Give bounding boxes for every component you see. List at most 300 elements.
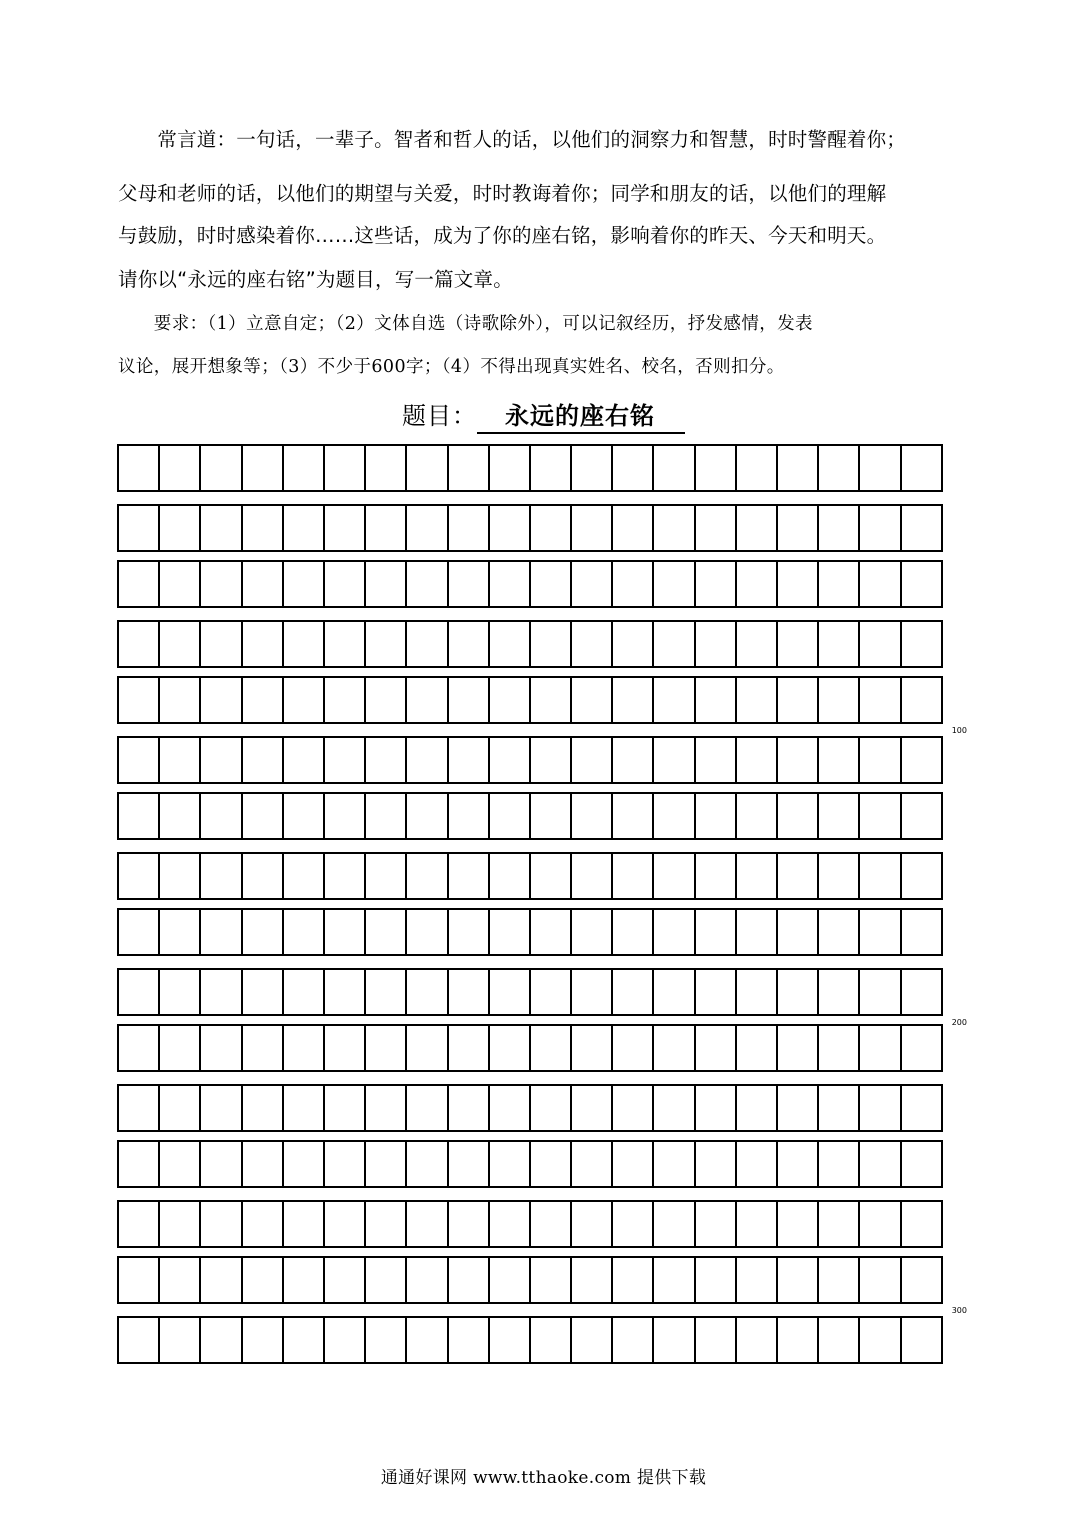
grid-cell — [405, 1084, 448, 1132]
grid-row — [117, 676, 981, 724]
grid-row — [117, 736, 981, 784]
grid-cell — [900, 620, 943, 668]
grid-cell — [488, 560, 531, 608]
grid-cell — [405, 908, 448, 956]
grid-cell — [776, 444, 819, 492]
grid-cell — [529, 560, 572, 608]
grid-cell — [323, 504, 366, 552]
grid-cell — [199, 1024, 242, 1072]
grid-cell — [488, 1316, 531, 1364]
grid-cell — [694, 1140, 737, 1188]
grid-cell — [776, 852, 819, 900]
grid-cell — [652, 676, 695, 724]
grid-cell — [529, 444, 572, 492]
grid-cell — [364, 908, 407, 956]
grid-cell — [117, 560, 160, 608]
grid-cell — [447, 560, 490, 608]
grid-cell — [817, 792, 860, 840]
grid-cell — [529, 1200, 572, 1248]
grid-cell — [199, 1200, 242, 1248]
grid-cell — [488, 792, 531, 840]
grid-cell — [900, 1084, 943, 1132]
grid-cell — [241, 560, 284, 608]
grid-row — [117, 1316, 981, 1364]
grid-cell — [817, 1316, 860, 1364]
grid-cell — [488, 1084, 531, 1132]
grid-cell — [405, 1024, 448, 1072]
grid-cell — [364, 1316, 407, 1364]
grid-cell — [735, 504, 778, 552]
grid-cell — [241, 504, 284, 552]
grid-cell — [529, 1256, 572, 1304]
grid-cell — [405, 852, 448, 900]
grid-cell — [405, 1140, 448, 1188]
grid-cell — [323, 908, 366, 956]
grid-cell — [323, 1024, 366, 1072]
grid-cell — [858, 1084, 901, 1132]
grid-cell — [241, 1084, 284, 1132]
title-value: 永远的座右铭 — [477, 401, 685, 434]
grid-cell — [570, 792, 613, 840]
grid-cell — [241, 792, 284, 840]
grid-cell — [529, 736, 572, 784]
grid-cell — [323, 620, 366, 668]
grid-cell — [817, 852, 860, 900]
grid-cell — [364, 620, 407, 668]
grid-cell — [488, 1256, 531, 1304]
grid-cell — [488, 676, 531, 724]
grid-cell — [447, 1316, 490, 1364]
grid-cell — [652, 1024, 695, 1072]
grid-cell — [282, 676, 325, 724]
grid-cell — [364, 852, 407, 900]
grid-cell — [117, 1200, 160, 1248]
grid-cell — [405, 968, 448, 1016]
grid-cell — [652, 560, 695, 608]
grid-cell — [199, 1084, 242, 1132]
grid-cell — [488, 1140, 531, 1188]
grid-cell — [241, 444, 284, 492]
grid-row — [117, 1256, 981, 1304]
grid-cell — [158, 1200, 201, 1248]
grid-cell — [241, 1024, 284, 1072]
grid-cell — [900, 908, 943, 956]
grid-cell — [570, 1316, 613, 1364]
grid-cell — [694, 1316, 737, 1364]
grid-cell — [900, 1200, 943, 1248]
grid-cell — [241, 1256, 284, 1304]
grid-cell — [817, 908, 860, 956]
grid-cell — [611, 1024, 654, 1072]
grid-cell — [817, 1200, 860, 1248]
grid-cell — [529, 1140, 572, 1188]
grid-cell — [611, 560, 654, 608]
grid-cell — [405, 504, 448, 552]
prompt-line-3: 与鼓励，时时感染着你……这些话，成为了你的座右铭，影响着你的昨天、今天和明天。 — [118, 224, 887, 247]
grid-cell — [694, 792, 737, 840]
grid-cell — [735, 560, 778, 608]
grid-cell — [817, 620, 860, 668]
grid-cell — [858, 852, 901, 900]
grid-cell — [199, 504, 242, 552]
grid-cell — [158, 1140, 201, 1188]
grid-cell — [241, 968, 284, 1016]
grid-cell — [735, 736, 778, 784]
grid-cell — [117, 620, 160, 668]
grid-cell — [858, 620, 901, 668]
grid-cell — [447, 444, 490, 492]
grid-cell — [900, 1256, 943, 1304]
grid-cell — [858, 504, 901, 552]
grid-cell — [858, 792, 901, 840]
grid-cell — [858, 676, 901, 724]
grid-cell — [117, 1316, 160, 1364]
grid-cell — [117, 736, 160, 784]
grid-cell — [282, 792, 325, 840]
grid-cell — [652, 1256, 695, 1304]
grid-cell — [694, 908, 737, 956]
grid-cell — [158, 676, 201, 724]
grid-cell — [199, 1256, 242, 1304]
grid-cell — [282, 968, 325, 1016]
grid-cell — [735, 792, 778, 840]
grid-cell — [776, 1316, 819, 1364]
grid-cell — [323, 1256, 366, 1304]
grid-cell — [900, 444, 943, 492]
grid-cell — [694, 1256, 737, 1304]
grid-cell — [158, 560, 201, 608]
grid-cell — [611, 968, 654, 1016]
grid-cell — [900, 1316, 943, 1364]
grid-cell — [694, 676, 737, 724]
grid-cell — [158, 504, 201, 552]
grid-cell — [900, 1140, 943, 1188]
grid-cell — [570, 560, 613, 608]
grid-cell — [282, 736, 325, 784]
grid-cell — [900, 560, 943, 608]
grid-cell — [652, 908, 695, 956]
grid-cell — [817, 444, 860, 492]
grid-cell — [611, 736, 654, 784]
grid-cell — [364, 560, 407, 608]
grid-cell — [488, 968, 531, 1016]
word-count-marker: 300 — [951, 1306, 967, 1315]
grid-cell — [817, 1256, 860, 1304]
grid-cell — [241, 852, 284, 900]
grid-cell — [529, 1084, 572, 1132]
grid-cell — [364, 1024, 407, 1072]
grid-cell — [735, 1084, 778, 1132]
grid-cell — [405, 1316, 448, 1364]
grid-cell — [199, 736, 242, 784]
grid-cell — [694, 444, 737, 492]
grid-cell — [405, 736, 448, 784]
grid-cell — [282, 1256, 325, 1304]
grid-cell — [364, 444, 407, 492]
grid-cell — [776, 1024, 819, 1072]
grid-cell — [694, 1200, 737, 1248]
grid-cell — [158, 968, 201, 1016]
requirement-line-1: 要求：（1）立意自定；（2）文体自选（诗歌除外），可以记叙经历，抒发感情，发表 — [118, 314, 813, 334]
grid-cell — [735, 1024, 778, 1072]
grid-cell — [652, 968, 695, 1016]
grid-cell — [735, 1256, 778, 1304]
grid-cell — [117, 676, 160, 724]
grid-cell — [158, 792, 201, 840]
grid-cell — [858, 1200, 901, 1248]
grid-cell — [817, 1024, 860, 1072]
grid-cell — [364, 1200, 407, 1248]
grid-cell — [447, 1256, 490, 1304]
grid-row — [117, 792, 981, 840]
grid-cell — [694, 1024, 737, 1072]
grid-cell — [199, 676, 242, 724]
grid-cell — [611, 504, 654, 552]
grid-cell — [323, 676, 366, 724]
grid-cell — [652, 852, 695, 900]
grid-cell — [900, 676, 943, 724]
grid-cell — [570, 1140, 613, 1188]
grid-cell — [570, 676, 613, 724]
grid-cell — [570, 968, 613, 1016]
grid-cell — [611, 1084, 654, 1132]
grid-cell — [488, 908, 531, 956]
grid-cell — [735, 968, 778, 1016]
grid-row — [117, 908, 981, 956]
footer-text: 通通好课网 www.tthaoke.com 提供下载 — [380, 1468, 707, 1488]
grid-cell — [447, 1024, 490, 1072]
grid-cell — [199, 620, 242, 668]
grid-cell — [117, 908, 160, 956]
grid-row — [117, 1084, 981, 1132]
grid-cell — [900, 792, 943, 840]
grid-cell — [570, 736, 613, 784]
grid-cell — [488, 504, 531, 552]
grid-cell — [529, 1316, 572, 1364]
grid-cell — [117, 444, 160, 492]
grid-cell — [488, 852, 531, 900]
grid-cell — [652, 444, 695, 492]
grid-cell — [282, 908, 325, 956]
grid-cell — [735, 1200, 778, 1248]
grid-cell — [735, 852, 778, 900]
grid-cell — [611, 792, 654, 840]
grid-cell — [570, 852, 613, 900]
grid-cell — [529, 504, 572, 552]
grid-cell — [570, 908, 613, 956]
grid-cell — [447, 504, 490, 552]
grid-cell — [858, 1256, 901, 1304]
grid-cell — [694, 620, 737, 668]
grid-cell — [117, 968, 160, 1016]
grid-cell — [282, 620, 325, 668]
grid-cell — [405, 444, 448, 492]
grid-cell — [447, 852, 490, 900]
grid-cell — [694, 560, 737, 608]
grid-cell — [117, 1084, 160, 1132]
grid-cell — [611, 1140, 654, 1188]
grid-row — [117, 1140, 981, 1188]
grid-cell — [158, 444, 201, 492]
grid-cell — [570, 1084, 613, 1132]
grid-cell — [488, 736, 531, 784]
grid-cell — [900, 1024, 943, 1072]
grid-cell — [529, 908, 572, 956]
grid-cell — [158, 1316, 201, 1364]
grid-cell — [529, 1024, 572, 1072]
requirement-line-2: 议论，展开想象等；（3）不少于600字；（4）不得出现真实姓名、校名，否则扣分。 — [118, 357, 785, 377]
grid-cell — [447, 792, 490, 840]
grid-cell — [570, 1256, 613, 1304]
grid-cell — [282, 560, 325, 608]
grid-cell — [117, 1256, 160, 1304]
grid-cell — [282, 504, 325, 552]
grid-cell — [488, 444, 531, 492]
grid-cell — [817, 676, 860, 724]
grid-cell — [776, 560, 819, 608]
grid-cell — [776, 968, 819, 1016]
grid-cell — [900, 504, 943, 552]
grid-cell — [776, 1140, 819, 1188]
grid-cell — [900, 736, 943, 784]
prompt-line-1: 常言道：一句话，一辈子。智者和哲人的话，以他们的洞察力和智慧，时时警醒着你； — [118, 128, 907, 151]
grid-cell — [117, 504, 160, 552]
grid-cell — [364, 968, 407, 1016]
grid-cell — [652, 620, 695, 668]
grid-cell — [323, 1316, 366, 1364]
grid-cell — [488, 1024, 531, 1072]
grid-cell — [694, 736, 737, 784]
grid-cell — [488, 620, 531, 668]
grid-cell — [570, 504, 613, 552]
grid-cell — [447, 968, 490, 1016]
grid-cell — [158, 1084, 201, 1132]
grid-cell — [652, 792, 695, 840]
grid-cell — [158, 1024, 201, 1072]
grid-cell — [323, 1140, 366, 1188]
grid-cell — [241, 736, 284, 784]
grid-row — [117, 504, 981, 552]
grid-cell — [447, 736, 490, 784]
grid-cell — [858, 968, 901, 1016]
grid-cell — [117, 852, 160, 900]
grid-cell — [817, 968, 860, 1016]
grid-cell — [405, 1256, 448, 1304]
grid-cell — [776, 792, 819, 840]
grid-cell — [323, 1084, 366, 1132]
grid-cell — [199, 1316, 242, 1364]
grid-cell — [694, 852, 737, 900]
grid-cell — [364, 792, 407, 840]
grid-cell — [364, 1140, 407, 1188]
grid-cell — [323, 560, 366, 608]
grid-cell — [364, 1084, 407, 1132]
grid-cell — [776, 504, 819, 552]
grid-cell — [158, 1256, 201, 1304]
grid-cell — [694, 1084, 737, 1132]
grid-cell — [241, 1140, 284, 1188]
grid-cell — [735, 444, 778, 492]
grid-cell — [241, 620, 284, 668]
grid-cell — [282, 1024, 325, 1072]
grid-row — [117, 444, 981, 492]
grid-cell — [570, 620, 613, 668]
grid-cell — [447, 676, 490, 724]
grid-cell — [817, 1140, 860, 1188]
grid-cell — [611, 852, 654, 900]
grid-cell — [735, 1140, 778, 1188]
word-count-marker: 100 — [951, 726, 967, 735]
grid-cell — [158, 852, 201, 900]
grid-cell — [817, 504, 860, 552]
grid-row — [117, 560, 981, 608]
grid-row — [117, 968, 981, 1016]
grid-cell — [900, 852, 943, 900]
grid-row — [117, 1200, 981, 1248]
grid-cell — [241, 676, 284, 724]
grid-cell — [735, 620, 778, 668]
grid-cell — [735, 1316, 778, 1364]
grid-cell — [323, 1200, 366, 1248]
grid-row — [117, 1024, 981, 1072]
grid-cell — [858, 1140, 901, 1188]
grid-cell — [529, 852, 572, 900]
grid-cell — [735, 676, 778, 724]
grid-cell — [405, 792, 448, 840]
grid-cell — [858, 560, 901, 608]
grid-cell — [405, 560, 448, 608]
grid-row — [117, 852, 981, 900]
grid-cell — [570, 444, 613, 492]
grid-cell — [611, 1200, 654, 1248]
grid-cell — [199, 852, 242, 900]
grid-cell — [364, 736, 407, 784]
grid-cell — [199, 968, 242, 1016]
grid-cell — [652, 504, 695, 552]
grid-cell — [447, 1084, 490, 1132]
grid-cell — [611, 620, 654, 668]
grid-cell — [282, 1140, 325, 1188]
grid-cell — [858, 736, 901, 784]
grid-cell — [364, 504, 407, 552]
grid-cell — [817, 1084, 860, 1132]
grid-cell — [776, 736, 819, 784]
grid-cell — [323, 852, 366, 900]
grid-cell — [199, 444, 242, 492]
grid-cell — [117, 1140, 160, 1188]
grid-cell — [447, 1140, 490, 1188]
grid-cell — [529, 968, 572, 1016]
grid-cell — [858, 1316, 901, 1364]
grid-cell — [158, 620, 201, 668]
grid-cell — [158, 736, 201, 784]
grid-cell — [282, 1316, 325, 1364]
grid-row — [117, 620, 981, 668]
grid-cell — [529, 676, 572, 724]
grid-cell — [652, 736, 695, 784]
grid-cell — [694, 504, 737, 552]
grid-cell — [241, 908, 284, 956]
grid-cell — [117, 1024, 160, 1072]
grid-cell — [611, 444, 654, 492]
grid-cell — [117, 792, 160, 840]
grid-cell — [158, 908, 201, 956]
grid-cell — [199, 792, 242, 840]
grid-cell — [405, 620, 448, 668]
prompt-line-2: 父母和老师的话，以他们的期望与关爱，时时教诲着你；同学和朋友的话，以他们的理解 — [118, 182, 887, 205]
grid-cell — [611, 908, 654, 956]
grid-cell — [735, 908, 778, 956]
